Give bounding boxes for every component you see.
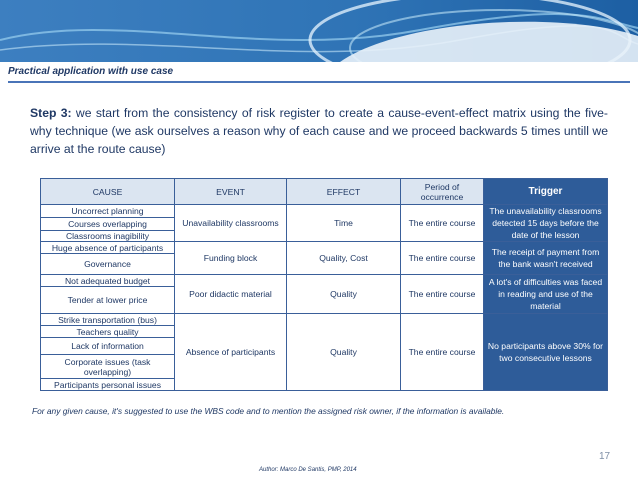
step-description: [30, 104, 608, 158]
header-row: [41, 179, 608, 205]
column-header-event: EVENT: [175, 179, 287, 205]
cause-cell: Uncorrect planning: [41, 205, 175, 218]
effect-cell: Quality, Cost: [287, 242, 401, 275]
trigger-cell: No participants above 30% for two consecutive lessons: [484, 314, 608, 391]
effect-cell: Quality: [287, 314, 401, 391]
cause-cell: Corporate issues (task overlapping): [41, 355, 175, 379]
event-cell: Unavailability classrooms: [175, 205, 287, 242]
table-row: [41, 314, 608, 326]
cause-cell: Huge absence of participants: [41, 242, 175, 254]
step-text: we start from the consistency of risk register to create a cause-event-effect matrix using the five-why technique (we ask ourselves a reason why of each cause and we proceed backwards 5 times untill we arrive at the route cause): [30, 106, 608, 156]
trigger-cell: A lot's of difficulties was faced in reading and use of the material: [484, 275, 608, 314]
footnote: For any given cause, it's suggested to use the WBS code and to mention the assigned risk owner, if the information is available.: [32, 406, 505, 416]
trigger-cell: The unavailability classrooms detected 15 days before the date of the lesson: [484, 205, 608, 242]
effect-cell: Time: [287, 205, 401, 242]
section-title: Practical application with use case: [8, 66, 174, 77]
page-number: 17: [599, 451, 611, 462]
table-row: [41, 242, 608, 254]
cause-cell: Governance: [41, 254, 175, 275]
column-header-period: Period of occurrence: [401, 179, 484, 205]
period-cell: The entire course: [401, 275, 484, 314]
event-cell: Funding block: [175, 242, 287, 275]
table-row: [41, 205, 608, 218]
cause-cell: Participants personal issues: [41, 379, 175, 391]
column-header-cause: CAUSE: [41, 179, 175, 205]
table-row: [41, 275, 608, 287]
cause-cell: Courses overlapping: [41, 218, 175, 231]
event-cell: Poor didactic material: [175, 275, 287, 314]
cause-cell: Strike transportation (bus): [41, 314, 175, 326]
column-header-trigger: Trigger: [484, 179, 608, 205]
cause-cell: Tender at lower price: [41, 287, 175, 314]
cause-cell: Lack of information: [41, 338, 175, 355]
period-cell: The entire course: [401, 205, 484, 242]
trigger-cell: The receipt of payment from the bank wasn't received: [484, 242, 608, 275]
event-cell: Absence of participants: [175, 314, 287, 391]
period-cell: The entire course: [401, 242, 484, 275]
title-divider: [8, 81, 630, 83]
column-header-effect: EFFECT: [287, 179, 401, 205]
header-banner: [0, 0, 638, 62]
period-cell: The entire course: [401, 314, 484, 391]
step-label: Step 3:: [30, 106, 72, 120]
cause-cell: Teachers quality: [41, 326, 175, 338]
cause-cell: Not adequated budget: [41, 275, 175, 287]
effect-cell: Quality: [287, 275, 401, 314]
author-credit: Author: Marco De Santis, PMP, 2014: [259, 467, 357, 473]
cause-cell: Classrooms inagibility: [41, 231, 175, 242]
cause-event-effect-matrix: [40, 178, 608, 391]
